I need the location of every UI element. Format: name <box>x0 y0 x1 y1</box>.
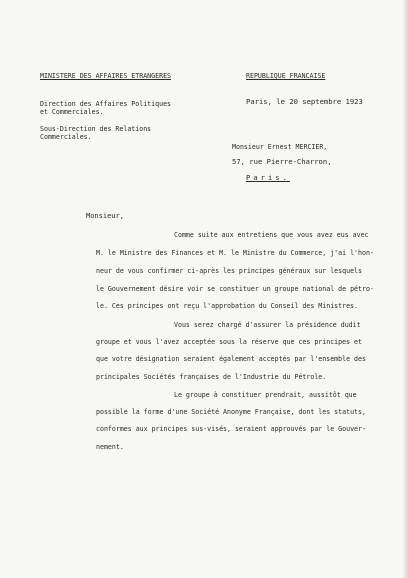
body-line: Comme suite aux entretiens que vous avez eus avec <box>174 231 369 239</box>
body-line: Vous serez chargé d'assurer la présidence dudit <box>174 321 361 329</box>
place-and-date: Paris, le 20 septembre 1923 <box>246 97 363 106</box>
direction-line-2: et Commerciales. <box>40 108 104 116</box>
direction-line-1: Direction des Affaires Politiques <box>40 100 172 108</box>
body-line: conformes aux principes sus-visés, seraient approuvés par le Gouver- <box>96 425 366 433</box>
salutation: Monsieur, <box>86 212 124 220</box>
recipient-city: Paris. <box>246 173 290 182</box>
body-line: nement. <box>96 443 124 451</box>
republic-heading: REPUBLIQUE FRANCAISE <box>246 72 326 80</box>
body-line: Le groupe à constituer prendrait, aussitôt que <box>174 391 357 399</box>
body-line: neur de vous confirmer ci-après les principes généraux sur lesquels <box>96 267 362 275</box>
recipient-street: 57, rue Pierre-Charron, <box>232 157 332 166</box>
page-edge-shadow <box>402 0 408 578</box>
body-line: le. Ces principes ont reçu l'approbation du Conseil des Ministres. <box>96 302 359 310</box>
body-line: le Gouvernement désire voir se constituer un groupe national de pétro- <box>96 285 374 293</box>
recipient-name: Monsieur Ernest MERCIER, <box>232 143 328 151</box>
body-line: possible la forme d'une Société Anonyme Française, dont les statuts, <box>96 408 366 416</box>
ministry-heading: MINISTERE DES AFFAIRES ETRANGERES <box>40 72 172 80</box>
subdirection-line-1: Sous-Direction des Relations <box>40 125 152 133</box>
body-line: que votre désignation seraient également acceptés par l'ensemble des <box>96 355 366 363</box>
body-line: principales Sociétés françaises de l'Industrie du Pétrole. <box>96 373 327 381</box>
body-line: M. le Ministre des Finances et M. le Ministre du Commerce, j'ai l'hon- <box>96 249 374 257</box>
subdirection-line-2: Commerciales. <box>40 133 92 141</box>
body-line: groupe et vous l'avez acceptée sous la réserve que ces principes et <box>96 338 362 346</box>
